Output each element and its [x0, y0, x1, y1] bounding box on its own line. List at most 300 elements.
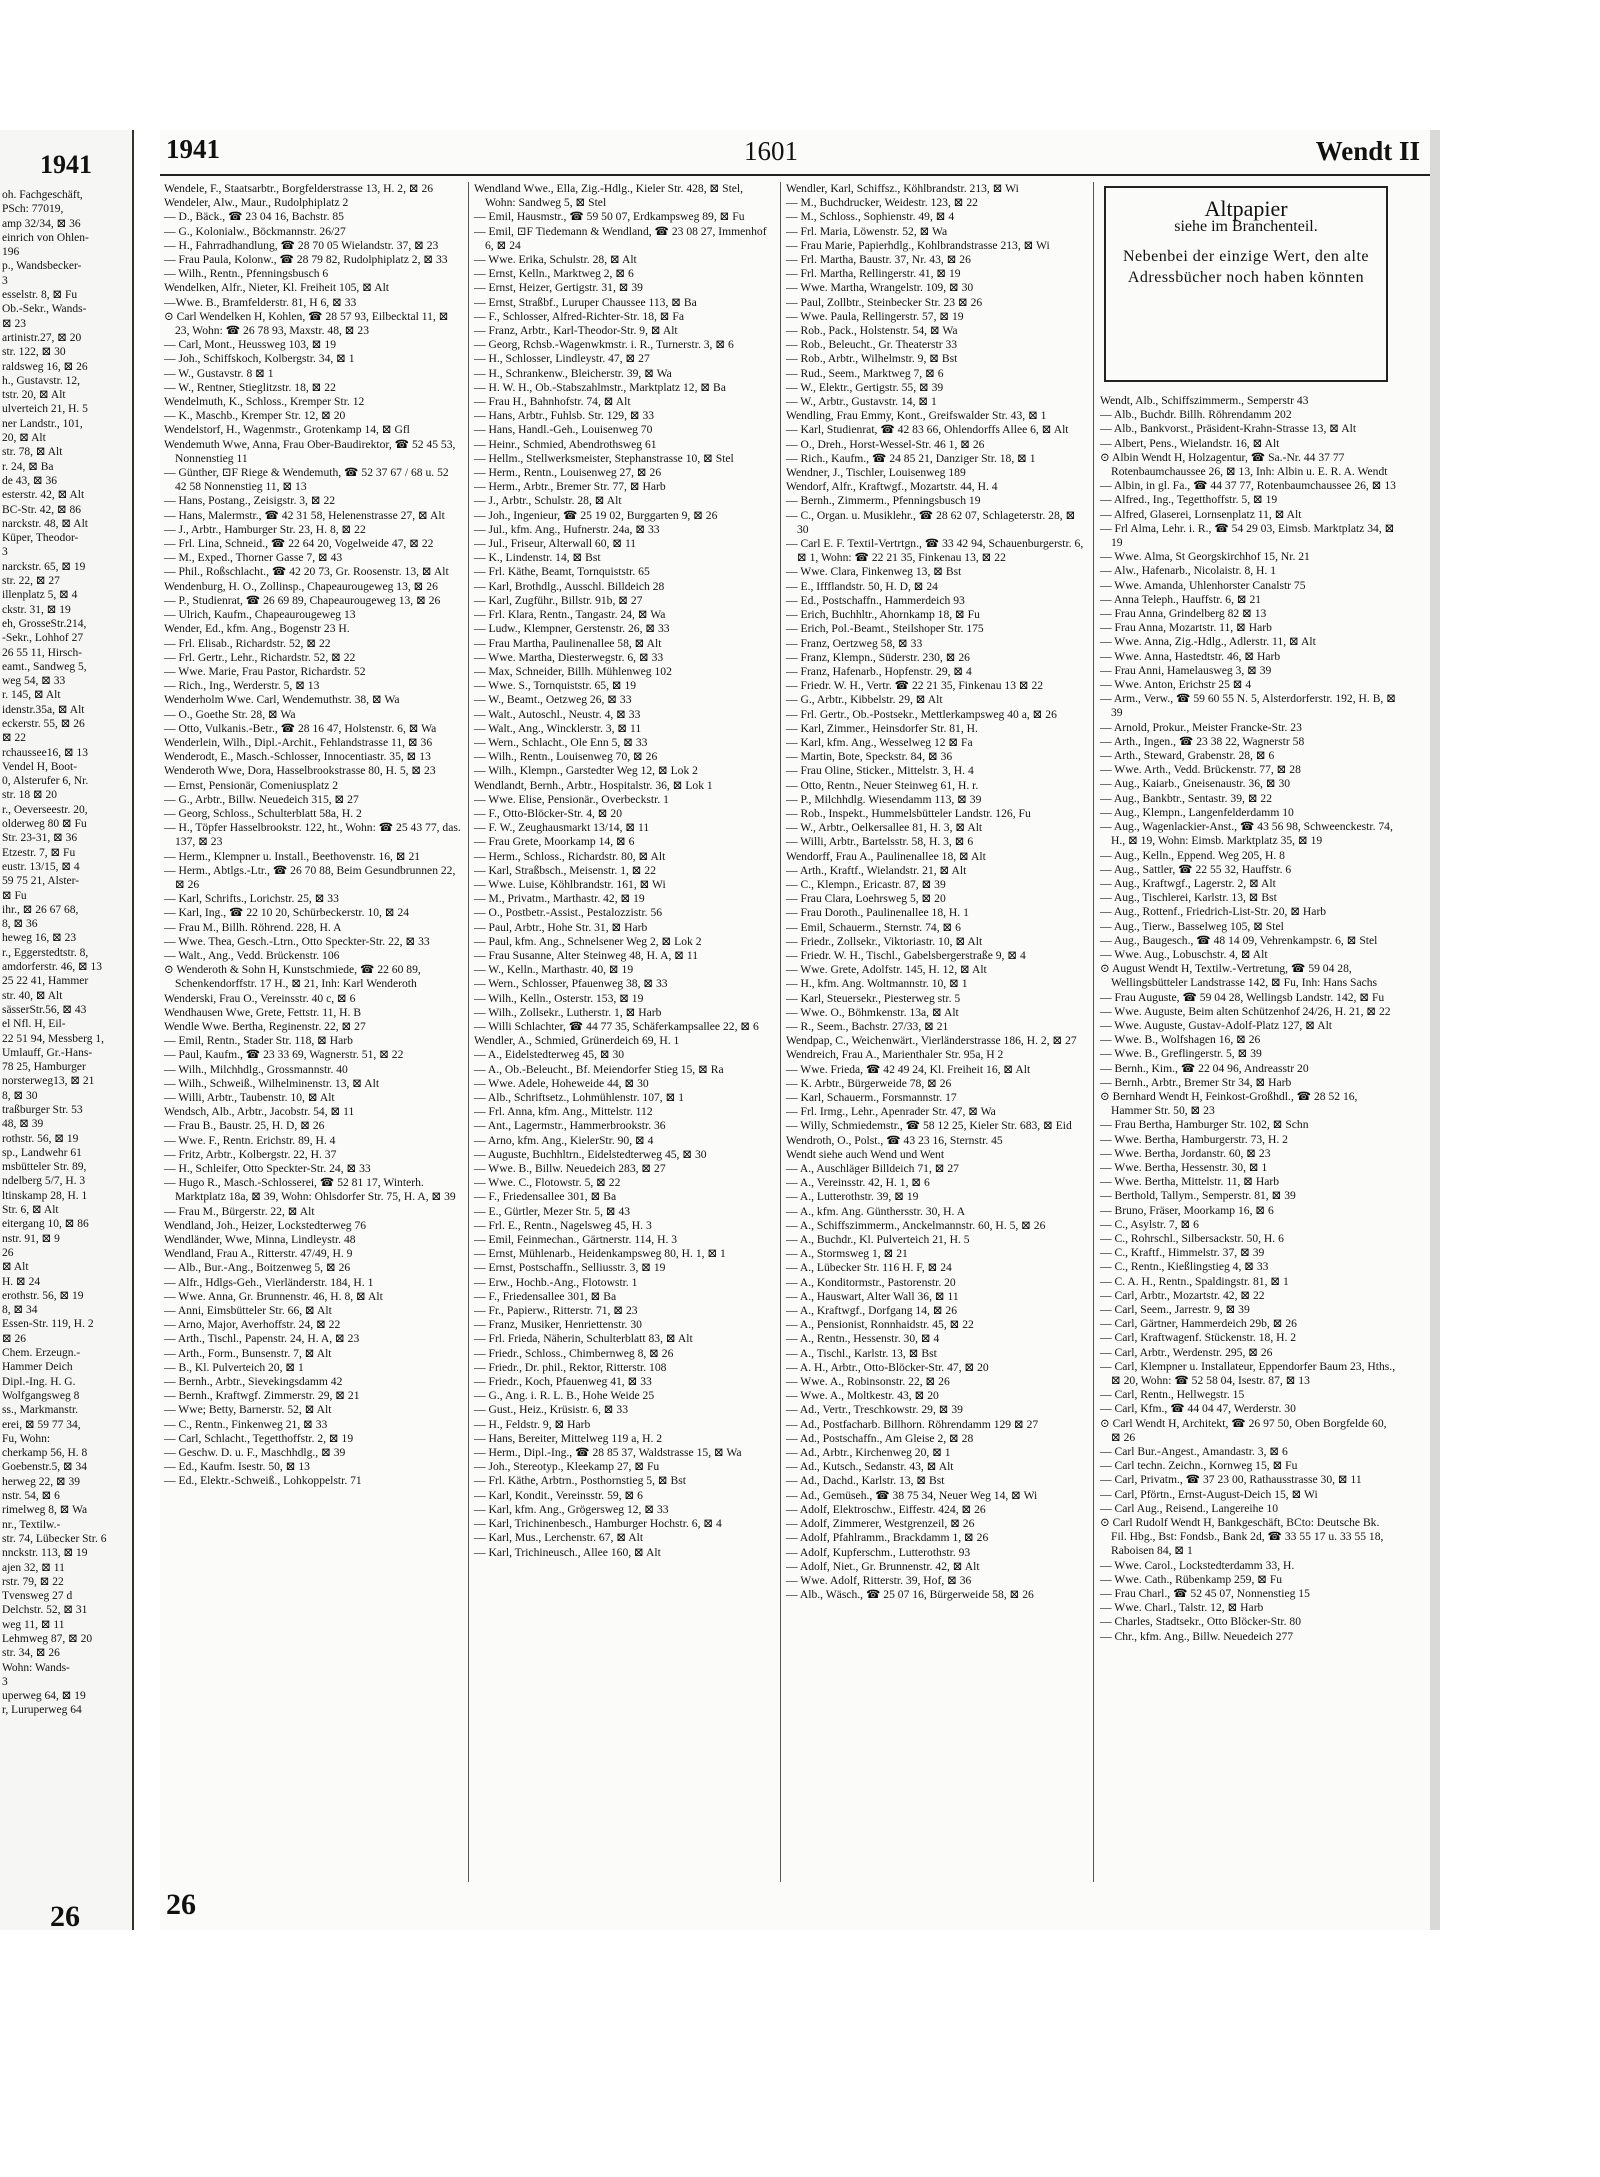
directory-entry: — Frl. E., Rentn., Nagelsweg 45, H. 3: [474, 1218, 652, 1232]
column-divider: [1093, 182, 1094, 1882]
directory-entry: — Arth., Form., Bunsenstr. 7, ⊠ Alt: [164, 1346, 332, 1360]
directory-entry: — Frau M., Bürgerstr. 22, ⊠ Alt: [164, 1204, 315, 1218]
directory-entry: — G., Arbtr., Billw. Neuedeich 315, ⊠ 27: [164, 792, 359, 806]
left-page-line: H. ⊠ 24: [2, 1275, 41, 1288]
directory-entry: — Arno, kfm. Ang., KielerStr. 90, ⊠ 4: [474, 1133, 654, 1147]
directory-entry: — Max, Schneider, Billh. Mühlenweg 102: [474, 664, 672, 678]
left-page-year: 1941: [40, 150, 92, 179]
directory-entry: — C., Kraftf., Himmelstr. 37, ⊠ 39: [1100, 1246, 1265, 1260]
directory-entry: — Paul, Kaufm., ☎ 23 33 69, Wagnerstr. 51, ⊠ 22: [164, 1048, 404, 1062]
directory-entry: — W., Rentner, Stieglitzstr. 18, ⊠ 22: [164, 380, 336, 394]
left-page-line: p., Wandsbecker-: [2, 260, 82, 273]
left-page-line: rstr. 79, ⊠ 22: [2, 1575, 64, 1588]
directory-entry: — Wwe. Bertha, Jordanstr. 60, ⊠ 23: [1100, 1146, 1271, 1160]
directory-entry: — Fritz, Arbtr., Kolbergstr. 22, H. 37: [164, 1147, 337, 1161]
directory-entry: — Otto, Vulkanis.-Betr., ☎ 28 16 47, Holstenstr. 6, ⊠ Wa: [164, 721, 437, 735]
directory-entry: — Wwe. Bertha, Mittelstr. 11, ⊠ Harb: [1100, 1175, 1280, 1189]
directory-entry: Wendler, Karl, Schiffsz., Köhlbrandstr. 213, ⊠ Wi: [786, 182, 1019, 195]
left-page-line: str. 78, ⊠ Alt: [2, 446, 63, 459]
directory-entry: — Emil, ⊡F Tiedemann & Wendland, ☎ 23 08 27, Immenhof 6, ⊠ 24: [474, 224, 767, 252]
directory-entry: — Wwe. Martha, Diesterwegstr. 6, ⊠ 33: [474, 650, 664, 664]
directory-entry: — Adolf, Elektroschw., Eiffestr. 424, ⊠ 26: [786, 1502, 986, 1516]
directory-entry: — Wwe. Aug., Lobuschstr. 4, ⊠ Alt: [1100, 947, 1268, 961]
directory-entry: Wendland, Frau A., Ritterstr. 47/49, H. 9: [164, 1247, 353, 1261]
directory-entry: — Karl, Brothdlg., Ausschl. Billdeich 28: [474, 579, 665, 593]
directory-entry: — M., Privatm., Marthastr. 42, ⊠ 19: [474, 892, 645, 906]
directory-entry: — Frau Charl., ☎ 52 45 07, Nonnenstieg 15: [1100, 1587, 1310, 1601]
directory-entry: — Ernst, Postschaffn., Selliusstr. 3, ⊠ 19: [474, 1261, 666, 1275]
directory-entry: — H., Schleifer, Otto Speckter-Str. 24, ⊠ 33: [164, 1162, 371, 1176]
left-page-line: ihr., ⊠ 26 67 68,: [2, 903, 79, 916]
left-page-line: Fu, Wohn:: [2, 1432, 51, 1445]
directory-entry: — Wwe. Charl., Talstr. 12, ⊠ Harb: [1100, 1601, 1264, 1615]
left-page-line: str. 74, Lübecker Str. 6: [2, 1532, 107, 1545]
directory-entry: — Karl, Trichinenbesch., Hamburger Hochstr. 6, ⊠ 4: [474, 1517, 722, 1531]
directory-entry: — Joh., Ingenieur, ☎ 25 19 02, Burggarten 9, ⊠ 26: [474, 508, 718, 522]
directory-entry: — Bruno, Fräser, Moorkamp 16, ⊠ 6: [1100, 1203, 1274, 1217]
directory-entry: — Alfred., Ing., Tegetthoffstr. 5, ⊠ 19: [1100, 493, 1278, 507]
left-page-line: cherkamp 56, H. 8: [2, 1447, 88, 1460]
left-page-line: 26: [2, 1246, 14, 1259]
directory-entry: — C. A. H., Rentn., Spaldingstr. 81, ⊠ 1: [1100, 1274, 1289, 1288]
left-page-line: weg 11, ⊠ 11: [2, 1618, 65, 1631]
directory-entry: — J., Arbtr., Hamburger Str. 23, H. 8, ⊠ 22: [164, 522, 366, 536]
directory-entry: — E., Gürtler, Mezer Str. 5, ⊠ 43: [474, 1204, 631, 1218]
directory-entry: — A., Auschläger Billdeich 71, ⊠ 27: [786, 1162, 959, 1176]
directory-entry: — Wwe. Anton, Erichstr 25 ⊠ 4: [1100, 678, 1252, 692]
directory-entry: — Anna Teleph., Hauffstr. 6, ⊠ 21: [1100, 592, 1262, 606]
directory-entry: — H., Fahrradhandlung, ☎ 28 70 05 Wielandstr. 37, ⊠ 23: [164, 238, 439, 252]
directory-entry: — Carl Bur.-Angest., Amandastr. 3, ⊠ 6: [1100, 1445, 1288, 1459]
left-page-line: ⊠ 26: [2, 1332, 27, 1345]
directory-entry: — E., Iffflandstr. 50, H. D, ⊠ 24: [786, 579, 938, 593]
left-page-line: 26 55 11, Hirsch-: [2, 646, 83, 659]
directory-entry: — H., Schlosser, Lindleystr. 47, ⊠ 27: [474, 352, 650, 366]
left-page-line: Dipl.-Ing. H. G.: [2, 1375, 76, 1388]
directory-entry: — Karl, kfm. Ang., Wesselweg 12 ⊠ Fa: [786, 735, 973, 749]
directory-entry: — Herm., Klempner u. Install., Beethovenstr. 16, ⊠ 21: [164, 849, 421, 863]
directory-entry: — Wwe; Betty, Barnerstr. 52, ⊠ Alt: [164, 1403, 332, 1417]
directory-entry: — A., Konditormstr., Pastorenstr. 20: [786, 1275, 956, 1289]
left-page-line: 48, ⊠ 39: [2, 1118, 44, 1131]
directory-entry: — Friedr., Dr. phil., Rektor, Ritterstr. 108: [474, 1360, 667, 1374]
directory-entry: Wendemuth Wwe, Anna, Frau Ober-Baudirektor, ☎ 52 45 53, Nonnenstieg 11: [164, 437, 456, 465]
directory-entry: Wendpap, C., Weichenwärt., Vierländerstrasse 186, H. 2, ⊠ 27: [786, 1034, 1077, 1048]
directory-entry: — Emil, Hausmstr., ☎ 59 50 07, Erdkampsweg 89, ⊠ Fu: [474, 210, 745, 224]
ad-title: Altpapier: [1204, 196, 1288, 221]
directory-entry: — A., Schiffszimmerm., Anckelmannstr. 60, H. 5, ⊠ 26: [786, 1218, 1046, 1232]
directory-entry: Wenderoth Wwe, Dora, Hasselbrookstrasse 80, H. 5, ⊠ 23: [164, 764, 436, 778]
directory-entry: — Frl. Martha, Baustr. 37, Nr. 43, ⊠ 26: [786, 253, 971, 267]
left-page-line: Hammer Deich: [2, 1361, 73, 1374]
directory-entry: Wendler, A., Schmied, Grünerdeich 69, H. 1: [474, 1034, 680, 1048]
directory-entry: — Wwe. Alma, St Georgskirchhof 15, Nr. 21: [1100, 550, 1310, 564]
directory-entry: — Wwe. A., Robinsonstr. 22, ⊠ 26: [786, 1375, 950, 1389]
directory-entry: — Karl, Mus., Lerchenstr. 67, ⊠ Alt: [474, 1531, 644, 1545]
directory-entry: — Carl, Gärtner, Hammerdeich 29b, ⊠ 26: [1100, 1317, 1297, 1331]
directory-entry: — Wilh., Rentn., Pfenningsbusch 6: [164, 267, 329, 281]
directory-entry: — Wwe. A., Moltkestr. 43, ⊠ 20: [786, 1389, 939, 1403]
directory-entry: — Carl Aug., Reisend., Langereihe 10: [1100, 1501, 1279, 1515]
page-header: [160, 134, 1430, 184]
left-page-line: ckstr. 31, ⊠ 19: [2, 603, 71, 616]
directory-entry: — Adolf, Kupferschm., Lutterothstr. 93: [786, 1545, 971, 1559]
directory-entry: — Wwe. S., Tornquiststr. 65, ⊠ 19: [474, 679, 637, 693]
directory-entry: — Wwe. Marie, Frau Pastor, Richardstr. 52: [164, 664, 366, 678]
directory-entry: — A., Lutterothstr. 39, ⊠ 19: [786, 1190, 919, 1204]
directory-entry: — W., Arbtr., Gustavstr. 14, ⊠ 1: [786, 395, 937, 409]
left-page-line: str. 22, ⊠ 27: [2, 575, 60, 588]
directory-entry: — A. H., Arbtr., Otto-Blöcker-Str. 47, ⊠ 20: [786, 1360, 989, 1374]
left-page-line: tstr. 20, ⊠ Alt: [2, 389, 66, 402]
directory-entry: — Martin, Bote, Speckstr. 84, ⊠ 36: [786, 750, 953, 764]
directory-entry: — Carl, Seem., Jarrestr. 9, ⊠ 39: [1100, 1303, 1250, 1316]
directory-entry: Wendorf, Alfr., Kraftwgf., Mozartstr. 44, H. 4: [786, 480, 998, 494]
directory-entry: — Frl. Käthe, Arbtrn., Posthornstieg 5, ⊠ Bst: [474, 1474, 686, 1488]
left-page-lines: [0, 188, 132, 1718]
left-page-line: ss., Markmanstr.: [2, 1404, 79, 1417]
directory-entry: — P., Milchhdlg. Wiesendamm 113, ⊠ 39: [786, 792, 982, 806]
directory-entry: — Wwe. Cath., Rübenkamp 259, ⊠ Fu: [1100, 1572, 1283, 1586]
directory-entry: — Arth., Steward, Grabenstr. 28, ⊠ 6: [1100, 749, 1275, 763]
directory-entry: — Frau M., Billh. Röhrend. 228, H. A: [164, 920, 342, 934]
directory-entry: — C., Rentn., Finkenweg 21, ⊠ 33: [164, 1417, 328, 1431]
directory-entry: — Walt., Ang., Vedd. Brückenstr. 106: [164, 948, 340, 962]
directory-entry: — Wwe. Auguste, Gustav-Adolf-Platz 127, ⊠ Alt: [1100, 1018, 1333, 1032]
directory-entry: — Frl Alma, Lehr. i. R., ☎ 54 29 03, Eimsb. Marktplatz 34, ⊠ 19: [1100, 521, 1395, 550]
directory-entry: — Rich., Kaufm., ☎ 24 85 21, Danziger Str. 18, ⊠ 1: [786, 451, 1036, 465]
left-page-line: esterstr. 42, ⊠ Alt: [2, 489, 85, 502]
left-page-line: esselstr. 8, ⊠ Fu: [2, 289, 78, 302]
directory-entry: — Herm., Schloss., Richardstr. 80, ⊠ Alt: [474, 849, 666, 863]
left-page-line: de 43, ⊠ 36: [2, 474, 57, 487]
directory-entry: — R., Seem., Bachstr. 27/33, ⊠ 21: [786, 1019, 949, 1033]
directory-entry: — Joh., Schiffskoch, Kolbergstr. 34, ⊠ 1: [164, 352, 355, 366]
left-page-line: oh. Fachgeschäft,: [2, 189, 83, 201]
directory-entry: — Alb., Wäsch., ☎ 25 07 16, Bürgerweide 58, ⊠ 26: [786, 1588, 1034, 1602]
directory-entry: — Willy, Schmiedemstr., ☎ 58 12 25, Kieler Str. 683, ⊠ Eid: [786, 1119, 1072, 1133]
directory-entry: — Willi, Arbtr., Bartelsstr. 58, H. 3, ⊠ 6: [786, 835, 974, 849]
directory-entry: — A., Lübecker Str. 116 H. F, ⊠ 24: [786, 1261, 952, 1275]
directory-entry: — Arnold, Prokur., Meister Francke-Str. 23: [1100, 720, 1302, 734]
directory-entry: — Carl, Schlacht., Tegetthoffstr. 2, ⊠ 19: [164, 1431, 354, 1445]
directory-entry: — Aug., Bankbtr., Sentastr. 39, ⊠ 22: [1100, 791, 1273, 805]
scan-top-margin: [0, 0, 1600, 75]
directory-entry: — Hans, Arbtr., Fuhlsb. Str. 129, ⊠ 33: [474, 409, 655, 423]
directory-entry: — Rich., Ing., Werderstr. 5, ⊠ 13: [164, 679, 320, 693]
directory-entry: — K., Lindenstr. 14, ⊠ Bst: [474, 551, 601, 565]
directory-entry: — Ed., Kaufm. Isestr. 50, ⊠ 13: [164, 1460, 310, 1474]
directory-entry: Wendlandt, Bernh., Arbtr., Hospitalstr. 36, ⊠ Lok 1: [474, 778, 713, 792]
directory-entry: — Jul., kfm. Ang., Hufnerstr. 24a, ⊠ 33: [474, 522, 660, 536]
left-page-line: 8, ⊠ 34: [2, 1304, 38, 1317]
directory-entry: — Ant., Lagermstr., Hammerbrookstr. 36: [474, 1119, 666, 1133]
directory-entry: — Ad., Vertr., Treschkowstr. 29, ⊠ 39: [786, 1403, 963, 1417]
left-page-line: sässerStr.56, ⊠ 43: [2, 1003, 87, 1016]
left-page-line: ner Landstr., 101,: [2, 417, 83, 430]
directory-entry: Wendling, Frau Emmy, Kont., Greifswalder Str. 43, ⊠ 1: [786, 409, 1047, 423]
left-page-line: idenstr.35a, ⊠ Alt: [2, 703, 85, 716]
directory-entry: — Wwe. Martha, Wrangelstr. 109, ⊠ 30: [786, 281, 974, 295]
left-page-line: sp., Landwehr 61: [2, 1146, 82, 1159]
directory-entry: — O., Postbetr.-Assist., Pestalozzistr. 56: [474, 906, 663, 920]
directory-entry: — Paul, Arbtr., Hohe Str. 31, ⊠ Harb: [474, 920, 648, 934]
left-page-line: ⊠ 23: [2, 317, 27, 330]
directory-entry: — G., Kolonialw., Böckmannstr. 26/27: [164, 224, 346, 238]
left-page-line: Vendel H, Boot-: [2, 760, 78, 773]
left-page-line: ⊠ Fu: [2, 889, 27, 902]
directory-entry: — Frl. Anna, kfm. Ang., Mittelstr. 112: [474, 1105, 653, 1119]
left-page-line: Umlauff, Gr.-Hans-: [2, 1046, 93, 1059]
directory-entry: — Carl, Rentn., Hellwegstr. 15: [1100, 1388, 1245, 1402]
directory-entry: — Franz, Klempn., Süderstr. 230, ⊠ 26: [786, 650, 970, 664]
directory-entry: — Rob., Inspekt., Hummelsbütteler Landstr. 126, Fu: [786, 806, 1031, 820]
directory-entry: — W., Arbtr., Oelkersallee 81, H. 3, ⊠ Alt: [786, 821, 983, 835]
advertisement-box: [1104, 186, 1388, 382]
directory-entry: — Frau Auguste, ☎ 59 04 28, Wellingsb Landstr. 142, ⊠ Fu: [1100, 990, 1385, 1004]
left-page-line: eamt., Sandweg 5,: [2, 660, 87, 673]
left-page-line: nr., Textilw.-: [2, 1518, 61, 1531]
directory-entry: — Joh., Stereotyp., Kleekamp 27, ⊠ Fu: [474, 1460, 660, 1474]
directory-entry: — Anni, Eimsbütteler Str. 66, ⊠ Alt: [164, 1304, 332, 1318]
directory-entry: — Friedr. W. H., Vertr. ☎ 22 21 35, Finkenau 13 ⊠ 22: [786, 679, 1044, 693]
directory-entry: — Ed., Elektr.-Schweiß., Lohkoppelstr. 71: [164, 1474, 362, 1488]
left-page-strip: [0, 130, 134, 1930]
ad-body: Nebenbei der einzige Wert, den alte Adressbücher noch haben könnten: [1122, 248, 1370, 287]
directory-entry: — A., Eidelstedterweg 45, ⊠ 30: [474, 1048, 625, 1062]
directory-entry: — A., Hauswart, Alter Wall 36, ⊠ 11: [786, 1289, 959, 1303]
left-page-line: Chem. Erzeugn.-: [2, 1347, 81, 1360]
directory-entry: — Wwe. Adolf, Ritterstr. 39, Hof, ⊠ 36: [786, 1573, 972, 1587]
directory-entry: — Karl, Ing., ☎ 22 10 20, Schürbeckerstr. 10, ⊠ 24: [164, 906, 410, 920]
directory-entry: — Wwe. Anna, Hastedtstr. 46, ⊠ Harb: [1100, 649, 1281, 663]
directory-entry: — Frau B., Baustr. 25, H. D, ⊠ 26: [164, 1119, 325, 1133]
directory-entry: — Alfred, Glaserei, Lornsenplatz 11, ⊠ Alt: [1100, 507, 1302, 521]
directory-entry: — Charles, Stadtsekr., Otto Blöcker-Str. 80: [1100, 1615, 1302, 1629]
directory-entry: Wenderodt, E., Masch.-Schlosser, Innocentiastr. 35, ⊠ 13: [164, 750, 431, 764]
directory-entry: — Aug., Kelln., Eppend. Weg 205, H. 8: [1100, 848, 1285, 862]
directory-entry: — Ulrich, Kaufm., Chapeaurougeweg 13: [164, 608, 356, 622]
directory-entry: — Georg, Rchsb.-Wagenwkmstr. i. R., Turnerstr. 3, ⊠ 6: [474, 338, 734, 352]
directory-entry: — Ed., Postschaffn., Hammerdeich 93: [786, 593, 965, 607]
left-page-line: einrich von Ohlen-: [2, 231, 89, 244]
directory-entry: — Herm., Abtlgs.-Ltr., ☎ 26 70 88, Beim Gesundbrunnen 22, ⊠ 26: [164, 863, 456, 891]
directory-entry: Wendland, Joh., Heizer, Lockstedterweg 76: [164, 1218, 367, 1232]
directory-entry: — Frl. Frieda, Näherin, Schulterblatt 83, ⊠ Alt: [474, 1332, 693, 1346]
directory-entry: — Franz, Arbtr., Karl-Theodor-Str. 9, ⊠ Alt: [474, 324, 678, 338]
directory-entry: — Frau Oline, Sticker., Mittelstr. 3, H. 4: [786, 764, 974, 778]
directory-entry: — Günther, ⊡F Riege & Wendemuth, ☎ 52 37 67 / 68 u. 52 42 58 Nonnenstieg 11, ⊠ 13: [164, 466, 449, 494]
directory-entry: — Karl, Schauerm., Forsmannstr. 17: [786, 1091, 957, 1104]
directory-entry: — Wilh., Kelln., Osterstr. 153, ⊠ 19: [474, 991, 644, 1005]
directory-entry: — Bernh., Kim., ☎ 22 04 96, Andreasstr 20: [1100, 1061, 1309, 1075]
left-page-line: 20, ⊠ Alt: [2, 432, 46, 445]
directory-entry: — Erich, Pol.-Beamt., Steilshoper Str. 175: [786, 622, 984, 636]
column-4-entries: [1100, 394, 1398, 1644]
directory-entry: — Aug., Baugesch., ☎ 48 14 09, Vehrenkampstr. 6, ⊠ Stel: [1100, 933, 1378, 947]
directory-entry: — Albin, in gl. Fa., ☎ 44 37 77, Rotenbaumchaussee 26, ⊠ 13: [1100, 479, 1396, 493]
directory-entry: — Paul, Zollbtr., Steinbecker Str. 23 ⊠ 26: [786, 295, 983, 309]
left-page-line: ndelberg 5/7, H. 3: [2, 1175, 86, 1188]
directory-entry: — H., kfm. Ang. Woltmannstr. 10, ⊠ 1: [786, 977, 968, 991]
directory-entry: — A., Kraftwgf., Dorfgang 14, ⊠ 26: [786, 1304, 958, 1318]
directory-entry: — K., Maschb., Kremper Str. 12, ⊠ 20: [164, 409, 346, 423]
left-page-line: 25 22 41, Hammer: [2, 975, 89, 988]
directory-entry: — Frau Martha, Paulinenallee 58, ⊠ Alt: [474, 636, 662, 650]
directory-entry: — Bernh., Arbtr., Sievekingsdamm 42: [164, 1375, 343, 1389]
directory-entry: — Frau Grete, Moorkamp 14, ⊠ 6: [474, 835, 635, 849]
directory-entry: — Ad., Postfacharb. Billhorn. Röhrendamm 129 ⊠ 27: [786, 1417, 1039, 1431]
header-page-number: 1601: [744, 136, 798, 166]
directory-entry: Wendhausen Wwe, Grete, Fettstr. 11, H. B: [164, 1005, 362, 1019]
directory-entry: — Aug., Kaiarb., Gneisenaustr. 36, ⊠ 30: [1100, 777, 1291, 791]
left-page-line: Essen-Str. 119, H. 2: [2, 1318, 94, 1331]
directory-entry: — Geschw. D. u. F., Maschhdlg., ⊠ 39: [164, 1446, 346, 1460]
directory-entry: — Wwe. O., Böhmkenstr. 13a, ⊠ Alt: [786, 1005, 959, 1019]
directory-entry: — Frl. Käthe, Beamt, Tornquiststr. 65: [474, 565, 650, 579]
directory-entry: ⊙ Carl Rudolf Wendt H, Bankgeschäft, BCto: Deutsche Bk. Fil. Hbg., Bst: Fondsb., Bank 2d, ☎ 33 55 17 u. 33 55 18, Raboisen 84, ⊠ 1: [1100, 1516, 1384, 1558]
left-page-line: herweg 22, ⊠ 39: [2, 1475, 80, 1488]
left-page-line: eckerstr. 55, ⊠ 26: [2, 717, 85, 730]
directory-entry: — Walt., Ang., Wincklerstr. 3, ⊠ 11: [474, 721, 642, 735]
left-page-line: rothstr. 56, ⊠ 19: [2, 1132, 79, 1145]
directory-entry: — Frau Susanne, Alter Steinweg 48, H. A, ⊠ 11: [474, 948, 699, 962]
directory-entry: — Ernst, Straßbf., Luruper Chaussee 113, ⊠ Ba: [474, 295, 697, 309]
directory-entry: — Wilh., Zollsekr., Lutherstr. 1, ⊠ Harb: [474, 1005, 662, 1019]
directory-entry: — W., Gustavstr. 8 ⊠ 1: [164, 366, 274, 380]
directory-entry: ⊙ Bernhard Wendt H, Feinkost-Großhdl., ☎ 28 52 16, Hammer Str. 50, ⊠ 23: [1100, 1089, 1358, 1118]
directory-entry: — C., Rohrschl., Silbersackstr. 50, H. 6: [1100, 1231, 1284, 1245]
left-page-line: r, Luruperweg 64: [2, 1704, 82, 1717]
directory-entry: Wendsch, Alb., Arbtr., Jacobstr. 54, ⊠ 11: [164, 1105, 355, 1119]
directory-entry: — Carl, Klempner u. Installateur, Eppendorfer Baum 23, Hths., ⊠ 20, Wohn: ☎ 52 58 04, Isestr. 87, ⊠ 13: [1100, 1359, 1396, 1388]
directory-entry: — Wwe. Luise, Köhlbrandstr. 161, ⊠ Wi: [474, 877, 666, 891]
directory-entry: — W., Elektr., Gertigstr. 55, ⊠ 39: [786, 380, 944, 394]
directory-entry: — M., Buchdrucker, Weidestr. 123, ⊠ 22: [786, 196, 978, 210]
directory-entry: — Wwe. Elise, Pensionär., Overbeckstr. 1: [474, 792, 669, 806]
directory-entry: — G., Ang. i. R. L. B., Hohe Weide 25: [474, 1389, 655, 1403]
directory-entry: — Emil, Schauerm., Sternstr. 74, ⊠ 6: [786, 920, 961, 934]
directory-entry: — Berthold, Tallym., Semperstr. 81, ⊠ 39: [1100, 1189, 1296, 1203]
directory-entry: Wendelmuth, K., Schloss., Kremper Str. 12: [164, 395, 365, 409]
left-page-line: ulverteich 21, H. 5: [2, 403, 88, 416]
left-page-line: 78 25, Hamburger: [2, 1061, 86, 1074]
directory-entry: Wendt, Alb., Schiffszimmerm., Semperstr 43: [1100, 394, 1309, 407]
directory-entry: — Herm., Dipl.-Ing., ☎ 28 85 37, Waldstrasse 15, ⊠ Wa: [474, 1446, 742, 1460]
left-page-line: 196: [2, 246, 20, 259]
left-page-line: ⊠ Alt: [2, 1261, 29, 1274]
column-divider: [780, 182, 781, 1882]
left-page-line: PSch: 77019,: [2, 203, 64, 216]
directory-entry: — Karl, Kondit., Vereinsstr. 59, ⊠ 6: [474, 1488, 643, 1502]
directory-entry: — Wwe. Grete, Adolfstr. 145, H. 12, ⊠ Alt: [786, 963, 987, 977]
left-page-line: Lehmweg 87, ⊠ 20: [2, 1632, 93, 1645]
directory-entry: — Alfr., Hdlgs-Geh., Vierländerstr. 184, H. 1: [164, 1275, 374, 1289]
directory-entry: — Frl. Gertr., Ob.-Postsekr., Mettlerkampsweg 40 a, ⊠ 26: [786, 707, 1057, 721]
directory-entry: — Friedr., Koch, Pfauenweg 41, ⊠ 33: [474, 1375, 652, 1389]
directory-entry: — Frau Anna, Grindelberg 82 ⊠ 13: [1100, 607, 1267, 621]
left-page-line: rchaussee16, ⊠ 13: [2, 746, 88, 759]
directory-entry: — Ludw., Klempner, Gerstenstr. 26, ⊠ 33: [474, 622, 670, 636]
left-page-line: Tvensweg 27 d: [2, 1590, 73, 1603]
directory-entry: — H., Töpfer Hasselbrookstr. 122, ht., Wohn: ☎ 25 43 77, das. 137, ⊠ 23: [164, 821, 461, 849]
directory-entry: — Hans, Malermstr., ☎ 42 31 58, Helenenstrasse 27, ⊠ Alt: [164, 508, 445, 522]
left-page-line: illenplatz 5, ⊠ 4: [2, 589, 78, 602]
directory-entry: — A., Stormsweg 1, ⊠ 21: [786, 1247, 908, 1261]
directory-entry: — Ad., Postschaffn., Am Gleise 2, ⊠ 28: [786, 1431, 974, 1445]
left-page-line: h., Gustavstr. 12,: [2, 374, 80, 387]
directory-entry: — H., Schrankenw., Bleicherstr. 39, ⊠ Wa: [474, 366, 672, 380]
left-page-line: artinistr.27, ⊠ 20: [2, 331, 82, 344]
left-page-line: r., Oeverseestr. 20,: [2, 803, 88, 816]
directory-entry: Wendt siehe auch Wend und Went: [786, 1147, 945, 1161]
directory-entry: — Frau Anni, Hamelausweg 3, ⊠ 39: [1100, 663, 1272, 677]
directory-entry: — Frl. Klara, Rentn., Tangastr. 24, ⊠ Wa: [474, 608, 666, 622]
directory-entry: — Chr., kfm. Ang., Billw. Neuedeich 277: [1100, 1629, 1294, 1643]
left-page-line: eustr. 13/15, ⊠ 4: [2, 860, 80, 873]
directory-entry: — Wwe. Adele, Hoheweide 44, ⊠ 30: [474, 1076, 649, 1090]
directory-entry: — Erw., Hochb.-Ang., Flotowstr. 1: [474, 1275, 638, 1289]
directory-entry: — Willi, Arbtr., Taubenstr. 10, ⊠ Alt: [164, 1091, 335, 1104]
directory-entry: — Friedr., Schloss., Chimbernweg 8, ⊠ 26: [474, 1346, 674, 1360]
directory-entry: — Arth., Ingen., ☎ 23 38 22, Wagnerstr 58: [1100, 734, 1305, 748]
directory-entry: — Wwe. B., Billw. Neuedeich 283, ⊠ 27: [474, 1162, 666, 1176]
directory-page: [160, 130, 1440, 1930]
directory-entry: — Wilh., Schweiß., Wilhelminenstr. 13, ⊠ Alt: [164, 1076, 380, 1090]
directory-column-4: [1100, 182, 1398, 1644]
directory-entry: — Ad., Kutsch., Sedanstr. 43, ⊠ Alt: [786, 1460, 954, 1474]
directory-entry: — Frl. Lina, Schneid., ☎ 22 64 20, Vogelweide 47, ⊠ 22: [164, 537, 434, 551]
directory-entry: — Wilh., Milchhdlg., Grossmannstr. 40: [164, 1062, 348, 1076]
left-page-line: traßburger Str. 53: [2, 1104, 83, 1116]
directory-entry: — Karl, Studienrat, ☎ 42 83 66, Ohlendorffs Allee 6, ⊠ Alt: [786, 423, 1069, 437]
directory-entry: — Karl, Zugführ., Billstr. 91b, ⊠ 27: [474, 593, 643, 607]
directory-entry: — Wwe. Anna, Gr. Brunnenstr. 46, H. 8, ⊠ Alt: [164, 1289, 383, 1303]
left-page-line: Etzestr. 7, ⊠ Fu: [2, 846, 76, 859]
left-page-line: Ob.-Sekr., Wands-: [2, 303, 87, 316]
directory-entry: — A., Vereinsstr. 42, H. 1, ⊠ 6: [786, 1176, 930, 1190]
directory-entry: — Alb., Buchdr. Billh. Röhrendamm 202: [1100, 408, 1292, 422]
left-page-line: uperweg 64, ⊠ 19: [2, 1690, 86, 1703]
directory-entry: — Wwe. Paula, Rellingerstr. 57, ⊠ 19: [786, 309, 964, 323]
directory-entry: — Karl, Schrifts., Lorichstr. 25, ⊠ 33: [164, 892, 339, 906]
directory-entry: — Albert, Pens., Wielandstr. 16, ⊠ Alt: [1100, 436, 1280, 450]
directory-entry: — O., Dreh., Horst-Wessel-Str. 46 1, ⊠ 26: [786, 437, 985, 451]
directory-entry: — M., Exped., Thorner Gasse 7, ⊠ 43: [164, 551, 343, 565]
directory-entry: — Carl, Kfm., ☎ 44 04 47, Werderstr. 30: [1100, 1402, 1296, 1416]
directory-entry: — Jul., Friseur, Alterwall 60, ⊠ 11: [474, 537, 637, 551]
directory-entry: — A., Pensionist, Ronnhaidstr. 45, ⊠ 22: [786, 1318, 974, 1332]
left-page-line: 8, ⊠ 30: [2, 1089, 38, 1102]
directory-entry: — Bernh., Arbtr., Bremer Str 34, ⊠ Harb: [1100, 1075, 1292, 1089]
directory-entry: — Wwe. B., Greflingerstr. 5, ⊠ 39: [1100, 1047, 1262, 1061]
header-year: 1941: [166, 134, 220, 164]
left-page-line: str. 40, ⊠ Alt: [2, 989, 63, 1002]
scan-bottom-margin: [0, 1932, 1600, 2177]
directory-entry: — Frl. Martha, Rellingerstr. 41, ⊠ 19: [786, 267, 961, 281]
directory-entry: — Aug., Rottenf., Friedrich-List-Str. 20, ⊠ Harb: [1100, 905, 1327, 919]
directory-entry: — Frau Clara, Loehrsweg 5, ⊠ 20: [786, 892, 946, 906]
directory-entry: — Wilh., Rentn., Louisenweg 70, ⊠ 26: [474, 750, 658, 764]
directory-entry: — Wwe. Bertha, Hamburgerstr. 73, H. 2: [1100, 1132, 1288, 1146]
directory-entry: — Auguste, Buchhltrn., Eidelstedterweg 45, ⊠ 30: [474, 1147, 707, 1161]
directory-entry: ⊙ Wenderoth & Sohn H, Kunstschmiede, ☎ 22 60 89, Schenkendorffstr. 17 H., ⊠ 21, Inh: Karl Wenderoth: [164, 963, 421, 991]
left-page-line: Delchstr. 52, ⊠ 31: [2, 1604, 88, 1617]
directory-entry: — F., Friedensallee 301, ⊠ Ba: [474, 1190, 617, 1204]
directory-entry: Wendner, J., Tischler, Louisenweg 189: [786, 466, 966, 480]
directory-column-1: [164, 182, 462, 1489]
left-page-line: erei, ⊠ 59 77 34,: [2, 1418, 81, 1431]
